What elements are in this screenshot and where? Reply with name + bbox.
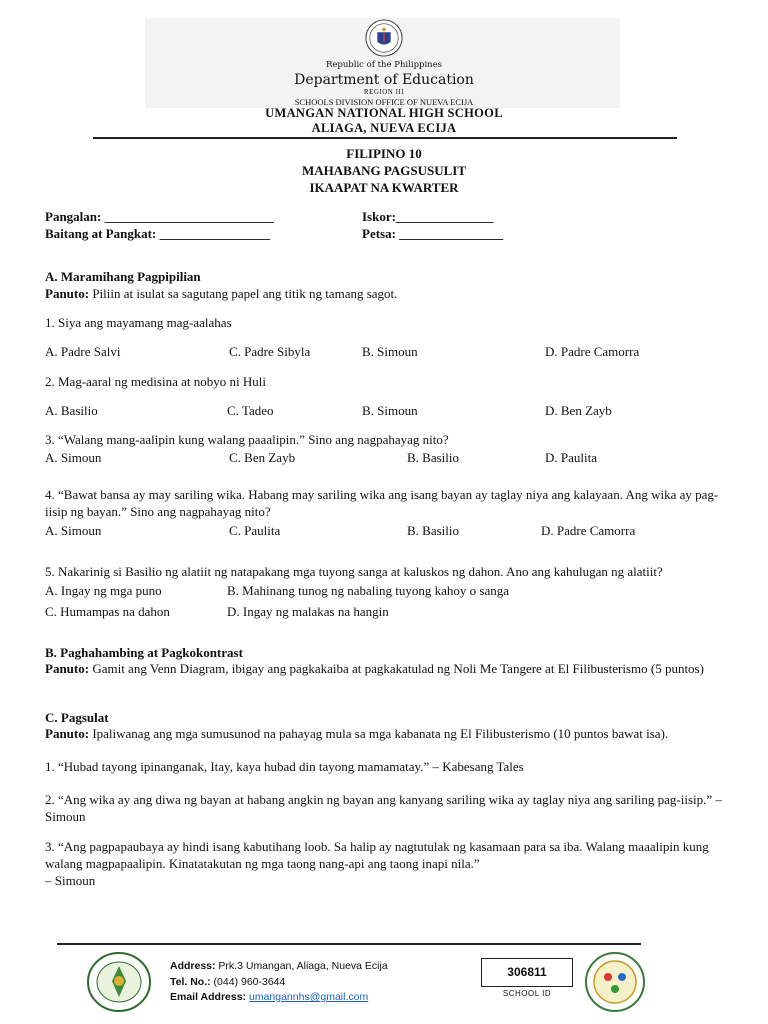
q2-option-a: A. Basilio — [45, 403, 98, 418]
q3-option-d: D. Paulita — [545, 450, 597, 465]
q5-option-d: D. Ingay ng malakas na hangin — [227, 604, 389, 619]
school-logo-icon — [86, 951, 152, 1013]
baitang-field[interactable]: Baitang at Pangkat: _________________ — [45, 226, 270, 241]
essay-item-2: 2. “Ang wika ay ang diwa ng bayan at habang angkin ng bayan ang kanyang sariling wika ay taglay niya ang sariling pag-iisip.” – Simoun — [45, 792, 722, 824]
school-location: ALIAGA, NUEVA ECIJA — [311, 121, 457, 135]
republic-line: Republic of the Philippines — [325, 60, 443, 70]
footer-address: Address: Prk.3 Umangan, Aliaga, Nueva Ecija — [170, 960, 388, 972]
petsa-field[interactable]: Petsa: ________________ — [362, 226, 504, 241]
exam-title: MAHABANG PAGSUSULIT — [301, 163, 467, 178]
q2-option-d: D. Ben Zayb — [545, 403, 612, 418]
q4-option-a: A. Simoun — [45, 523, 102, 538]
section-b-instructions: Panuto: Gamit ang Venn Diagram, ibigay ang pagkakaiba at pagkakatulad ng Noli Me Tangere at El Filibusterismo (5 puntos) — [45, 661, 704, 676]
division-line: SCHOOLS DIVISION OFFICE OF NUEVA ECIJA — [294, 97, 474, 107]
q2-option-b: B. Simoun — [362, 403, 418, 418]
section-b-heading: B. Paghahambing at Pagkokontrast — [45, 645, 243, 660]
question-2: 2. Mag-aaral ng medisina at nobyo ni Huli — [45, 374, 266, 389]
q4-option-d: D. Padre Camorra — [541, 523, 636, 538]
essay-item-3: 3. “Ang pagpapaubaya ay hindi isang kabutihang loob. Sa halip ay nagtutulak ng kasamaan para sa iba. Walang maaalipin kung walang magpapaalipin. Kinatatakutan ng mga taong nang-api ang taong inapi nila.” — [45, 839, 709, 871]
footer-email: Email Address: umangannhs@gmail.com — [170, 991, 369, 1003]
q5-option-a: A. Ingay ng mga puno — [45, 583, 162, 598]
iskor-field[interactable]: Iskor:_______________ — [362, 209, 494, 224]
q1-option-d: D. Padre Camorra — [545, 344, 640, 359]
q3-option-a: A. Simoun — [45, 450, 102, 465]
essay-item-3-author: – Simoun — [45, 873, 96, 888]
essay-item-1: 1. “Hubad tayong ipinanganak, Itay, kaya hubad din tayong mamamatay.” – Kabesang Tales — [45, 759, 524, 774]
child-friendly-school-logo-icon — [584, 951, 646, 1013]
q5-option-c: C. Humampas na dahon — [45, 604, 170, 619]
question-4: 4. “Bawat bansa ay may sariling wika. Habang may sariling wika ang isang bayan ay taglay niya ang kalayaan. Ang wika ay pag-iisip ng bayan.” Sino ang nagpahayag nito? — [45, 487, 719, 519]
school-name: UMANGAN NATIONAL HIGH SCHOOL — [265, 106, 503, 120]
quarter-title: IKAAPAT NA KWARTER — [309, 180, 459, 195]
question-1: 1. Siya ang mayamang mag-aalahas — [45, 315, 232, 330]
q1-option-c: C. Padre Sibyla — [229, 344, 311, 359]
deped-seal-icon — [365, 19, 403, 57]
q1-option-a: A. Padre Salvi — [45, 344, 121, 359]
department-name: Department of Education — [294, 72, 474, 88]
q4-option-c: C. Paulita — [229, 523, 281, 538]
footer-divider — [57, 943, 641, 945]
header-divider — [93, 137, 677, 139]
q2-option-c: C. Tadeo — [227, 403, 274, 418]
school-id-box: 306811 — [481, 958, 573, 987]
q3-option-b: B. Basilio — [407, 450, 460, 465]
section-a-heading: A. Maramihang Pagpipilian — [45, 269, 201, 284]
q4-option-b: B. Basilio — [407, 523, 460, 538]
pangalan-field[interactable]: Pangalan: __________________________ — [45, 209, 274, 224]
q3-option-c: C. Ben Zayb — [229, 450, 296, 465]
section-c-heading: C. Pagsulat — [45, 710, 109, 725]
q1-option-b: B. Simoun — [362, 344, 418, 359]
subject-title: FILIPINO 10 — [346, 146, 422, 161]
section-c-instructions: Panuto: Ipaliwanag ang mga sumusunod na pahayag mula sa mga kabanata ng El Filibusterismo (10 puntos bawat isa). — [45, 726, 669, 741]
school-id-label: SCHOOL ID — [502, 989, 552, 998]
section-a-instructions: Panuto: Piliin at isulat sa sagutang papel ang titik ng tamang sagot. — [45, 286, 398, 301]
question-5: 5. Nakarinig si Basilio ng alatiit ng natapakang mga tuyong sanga at kaluskos ng dahon. Ano ang kahulugan ng alatiit? — [45, 564, 663, 579]
question-3: 3. “Walang mang-aalipin kung walang paaalipin.” Sino ang nagpahayag nito? — [45, 432, 449, 447]
region-line: REGION III — [363, 88, 405, 96]
email-link[interactable]: umangannhs@gmail.com — [248, 991, 369, 1003]
footer-telephone: Tel. No.: (044) 960-3644 — [170, 976, 286, 988]
q5-option-b: B. Mahinang tunog ng nabaling tuyong kahoy o sanga — [227, 583, 509, 598]
